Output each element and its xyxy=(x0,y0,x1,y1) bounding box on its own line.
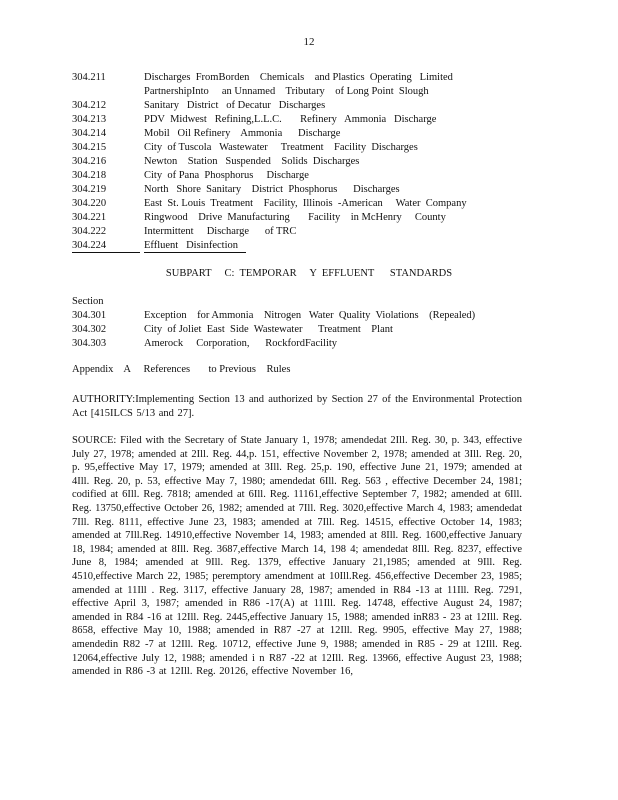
toc-number: 304.222 xyxy=(72,226,107,237)
section-row xyxy=(72,309,542,323)
toc-title: City of Pana Phosphorus Discharge xyxy=(144,170,309,181)
section-title: Exception for Ammonia Nitrogen Water Quality Violations (Repealed) xyxy=(144,310,476,321)
toc-number: 304.214 xyxy=(72,128,107,139)
section-row xyxy=(72,337,542,351)
toc-row xyxy=(72,239,542,253)
appendix-line: Appendix A References to Previous Rules xyxy=(72,364,291,375)
toc-number: 304.218 xyxy=(72,170,107,181)
toc-list xyxy=(72,71,542,253)
toc-title: Intermittent Discharge of TRC xyxy=(144,226,297,237)
toc-title: Sanitary District of Decatur Discharges xyxy=(144,100,326,111)
toc-row xyxy=(72,197,542,211)
toc-title: Ringwood Drive Manufacturing Facility in McHenry County xyxy=(144,212,446,223)
toc-title-line: Discharges FromBorden Chemicals and Plastics Operating Limited xyxy=(144,72,453,83)
toc-title-underlined xyxy=(144,239,246,253)
toc-row xyxy=(72,113,542,127)
source-paragraph: SOURCE: Filed with the Secretary of State January 1, 1978; amendedat 2Ill. Reg. 30, p. 343, effective July 27, 1978; amended at 2Ill. Reg. 44,p. 151, effective November 2, 1978; amended at 3Ill. Reg. 20, p. 95,effective May 17, 1979; amended at 3Ill. Reg. 25,p. 190, effective June 21, 1979; amended at 4Ill. Reg. 20, p. 53, effective May 7, 1980; amendedat 6Ill. Reg. 563 , effective December 24, 1981; codified at 6Ill. Reg. 7818; amended at 6Ill. Reg. 11161,effective September 7, 1982; amended at 6Ill. Reg. 13750,effective October 26, 1982; amended at 7Ill. Reg. 3020,effective March 4, 1983; amendedat 7Ill. Reg. 8111, effective June 23, 1983; amended at 7Ill. Reg. 14515, effective October 14, 1983; amended at 7Ill.Reg. 14910,effective November 14, 1983; amended at 8Ill. Reg. 1600,effective January 18, 1984; amended at 8Ill. Reg. 3687,effective March 14, 198 4; amendedat 8Ill. Reg. 8237, effective June 8, 1984; amended at 9Ill. Reg. 1379, effective January 21,1985; amended at 9Ill. Reg. 4510,effective March 22, 1985; peremptory amendment at 10Ill.Reg. 456,effective December 23, 1985; amended at 11Ill . Reg. 3117, effective January 28, 1987; amended in R84 -13 at 11Ill. Reg. 7291, effective April 3, 1987; amended in R86 -17(A) at 11Ill. Reg. 14748, effective August 24, 1987; amended in R84 -16 at 12Ill. Reg. 2445,effective January 15, 1988; amended inR83 - 23 at 12Ill. Reg. 8658, effective May 10, 1988; amended in R87 -27 at 12Ill. Reg. 9905, effective May 27, 1988; amendedin R82 -7 at 12Ill. Reg. 10712, effective June 9, 1988; amended in R85 - 29 at 12Ill. Reg. 12064,effective July 12, 1988; amended i n R87 -22 at 12Ill. Reg. 13966, effective August 23, 1988; amended in R86 -3 at 12Ill. Reg. 20126, effective November 16, xyxy=(72,435,522,678)
section-title: Amerock Corporation, RockfordFacility xyxy=(144,338,338,349)
toc-number: 304.216 xyxy=(72,156,107,167)
section-number: 304.302 xyxy=(72,324,107,335)
toc-row xyxy=(72,71,542,99)
toc-row xyxy=(72,225,542,239)
subpart-heading: SUBPART C: TEMPORAR Y EFFLUENT STANDARDS xyxy=(165,268,453,279)
toc-title: Newton Station Suspended Solids Discharges xyxy=(144,156,360,167)
section-label: Section xyxy=(72,296,104,307)
toc-row xyxy=(72,141,542,155)
section-title: City of Joliet East Side Wastewater Treatment Plant xyxy=(144,324,393,335)
toc-row xyxy=(72,127,542,141)
toc-number-text: 304.224 xyxy=(72,240,140,253)
toc-title: PDV Midwest Refining,L.L.C. Refinery Ammonia Discharge xyxy=(144,114,437,125)
section-row xyxy=(72,323,542,337)
toc-number: 304.220 xyxy=(72,198,107,209)
toc-row xyxy=(72,183,542,197)
toc-number-underlined xyxy=(72,239,144,253)
toc-number: 304.219 xyxy=(72,184,107,195)
toc-row xyxy=(72,155,542,169)
toc-title-text: Effluent Disinfection xyxy=(144,240,246,253)
toc-number: 304.212 xyxy=(72,100,107,111)
toc-number: 304.211 xyxy=(72,72,106,83)
toc-row xyxy=(72,169,542,183)
toc-number: 304.221 xyxy=(72,212,107,223)
toc-title xyxy=(144,71,453,99)
toc-title: North Shore Sanitary District Phosphorus Discharges xyxy=(144,184,400,195)
toc-title-line: PartnershipInto an Unnamed Tributary of Long Point Slough xyxy=(144,86,429,97)
section-number: 304.303 xyxy=(72,338,107,349)
page-number: 12 xyxy=(303,36,315,48)
toc-row xyxy=(72,99,542,113)
toc-row xyxy=(72,211,542,225)
toc-title: Mobil Oil Refinery Ammonia Discharge xyxy=(144,128,341,139)
toc-number: 304.213 xyxy=(72,114,107,125)
section-number: 304.301 xyxy=(72,310,107,321)
toc-number: 304.215 xyxy=(72,142,107,153)
toc-title: City of Tuscola Wastewater Treatment Facility Discharges xyxy=(144,142,418,153)
authority-paragraph: AUTHORITY:Implementing Section 13 and authorized by Section 27 of the Environmental Protection Act [415ILCS 5/13 and 27]. xyxy=(72,394,522,419)
section-list xyxy=(72,295,542,351)
toc-title: East St. Louis Treatment Facility, Illinois -American Water Company xyxy=(144,198,467,209)
